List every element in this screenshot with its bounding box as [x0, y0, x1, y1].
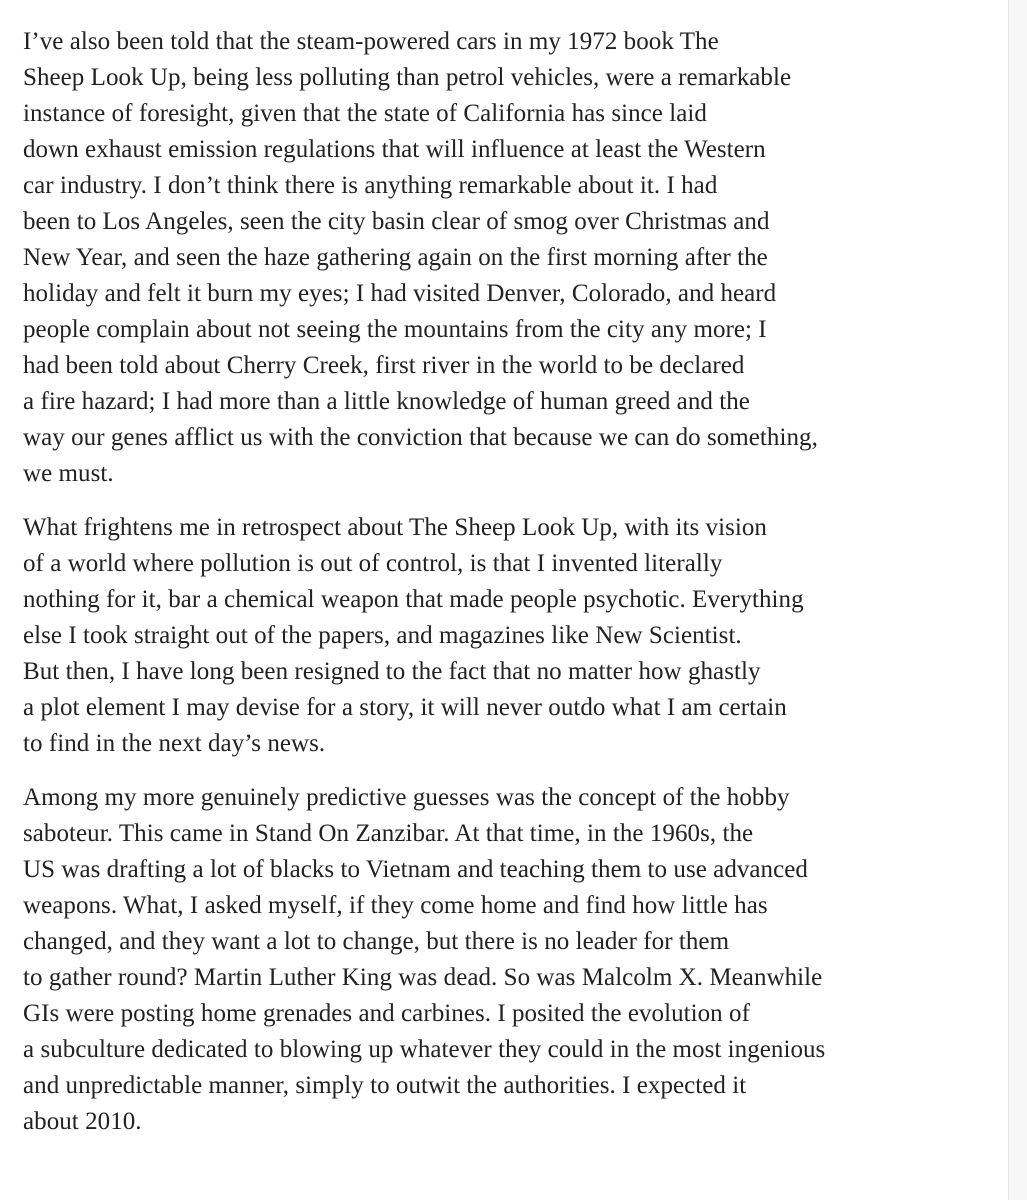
- text-line: been to Los Angeles, seen the city basin clear of smog over Christmas and: [23, 208, 770, 235]
- text-line: GIs were posting home grenades and carbines. I posited the evolution of: [23, 1000, 750, 1027]
- text-line: way our genes afflict us with the conviction that because we can do something,: [23, 424, 818, 451]
- text-line: a fire hazard; I had more than a little knowledge of human greed and the: [23, 388, 750, 415]
- text-line: saboteur. This came in Stand On Zanzibar. At that time, in the 1960s, the: [23, 820, 754, 847]
- text-line: Among my more genuinely predictive guesses was the concept of the hobby: [23, 784, 790, 811]
- text-line: changed, and they want a lot to change, but there is no leader for them: [23, 928, 730, 955]
- text-line: and unpredictable manner, simply to outwit the authorities. I expected it: [23, 1072, 747, 1099]
- text-line: people complain about not seeing the mountains from the city any more; I: [23, 316, 767, 343]
- text-line: instance of foresight, given that the state of California has since laid: [23, 100, 707, 127]
- text-line: down exhaust emission regulations that will influence at least the Western: [23, 136, 766, 163]
- text-line: Sheep Look Up, being less polluting than petrol vehicles, were a remarkable: [23, 64, 792, 91]
- text-line: a plot element I may devise for a story, it will never outdo what I am certain: [23, 694, 787, 721]
- text-line: a subculture dedicated to blowing up whatever they could in the most ingenious: [23, 1036, 826, 1063]
- article-body: [23, 24, 993, 1158]
- text-line: US was drafting a lot of blacks to Vietnam and teaching them to use advanced: [23, 856, 808, 883]
- page-edge-divider: [1008, 0, 1027, 1200]
- text-line: I’ve also been told that the steam-powered cars in my 1972 book The: [23, 28, 719, 55]
- text-line: weapons. What, I asked myself, if they come home and find how little has: [23, 892, 768, 919]
- text-line: we must.: [23, 460, 114, 487]
- text-line: New Year, and seen the haze gathering again on the first morning after the: [23, 244, 768, 271]
- text-line: What frightens me in retrospect about The Sheep Look Up, with its vision: [23, 514, 767, 541]
- text-line: to gather round? Martin Luther King was dead. So was Malcolm X. Meanwhile: [23, 964, 823, 991]
- text-line: about 2010.: [23, 1108, 142, 1135]
- text-line: had been told about Cherry Creek, first river in the world to be declared: [23, 352, 745, 379]
- paragraph-3: [23, 780, 993, 1140]
- text-line: But then, I have long been resigned to the fact that no matter how ghastly: [23, 658, 761, 685]
- paragraph-2: [23, 510, 993, 762]
- text-line: holiday and felt it burn my eyes; I had visited Denver, Colorado, and heard: [23, 280, 777, 307]
- text-line: to find in the next day’s news.: [23, 730, 326, 757]
- text-line: nothing for it, bar a chemical weapon that made people psychotic. Everything: [23, 586, 804, 613]
- paragraph-1: [23, 24, 993, 492]
- text-line: else I took straight out of the papers, and magazines like New Scientist.: [23, 622, 742, 649]
- text-line: of a world where pollution is out of control, is that I invented literally: [23, 550, 723, 577]
- text-line: car industry. I don’t think there is anything remarkable about it. I had: [23, 172, 718, 199]
